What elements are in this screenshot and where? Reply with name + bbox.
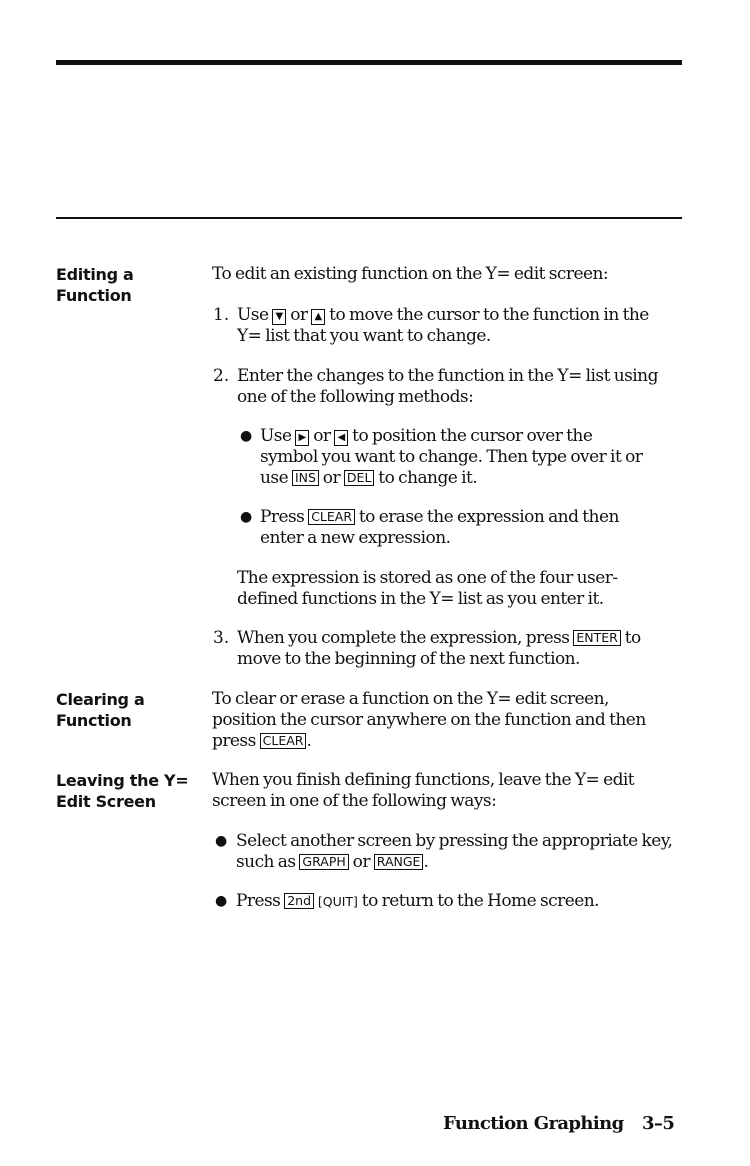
leaving-bullet-1: Select another screen by pressing the appropriate key, such as GRAPH or RANGE . <box>236 831 673 872</box>
leaving-bullet-2: Press 2nd [QUIT] to return to the Home screen. <box>236 891 599 911</box>
step-number: 1. <box>213 305 230 325</box>
bullet-icon: ● <box>215 833 228 849</box>
heading-leaving-edit-screen <box>56 770 201 812</box>
heading-line: Function <box>56 286 132 305</box>
step-number: 2. <box>213 366 230 386</box>
left-arrow-key-icon: ◀ <box>334 430 348 446</box>
2nd-key-icon: 2nd <box>284 893 314 909</box>
footer-chapter-title: Function Graphing <box>443 1113 624 1134</box>
heading-clearing-function <box>56 689 201 731</box>
top-rule-thick <box>56 60 682 65</box>
leaving-text: When you finish defining functions, leave the Y= edit screen in one of the following ways: <box>212 770 635 811</box>
range-key-icon: RANGE <box>374 854 424 870</box>
ins-key-icon: INS <box>292 470 319 486</box>
bullet-icon: ● <box>215 893 228 909</box>
top-rule-thin <box>56 217 682 219</box>
step-1: Use ▼ or ▲ to move the cursor to the function in the Y= list that you want to change. <box>237 305 649 346</box>
footer-page-number: 3–5 <box>642 1113 675 1134</box>
up-arrow-key-icon: ▲ <box>311 309 325 325</box>
editing-intro: To edit an existing function on the Y= edit screen: <box>212 264 609 284</box>
bullet-icon: ● <box>240 428 253 444</box>
graph-key-icon: GRAPH <box>299 854 348 870</box>
heading-editing-function <box>56 264 201 306</box>
clear-key-icon: CLEAR <box>260 733 307 749</box>
step-3: When you complete the expression, press ENTER to move to the beginning of the next function. <box>237 628 641 669</box>
heading-line: Edit Screen <box>56 792 156 811</box>
right-arrow-key-icon: ▶ <box>295 430 309 446</box>
del-key-icon: DEL <box>344 470 375 486</box>
editing-note: The expression is stored as one of the four user- defined functions in the Y= list as you enter it. <box>237 568 618 609</box>
quit-keyword: [QUIT] <box>317 894 358 909</box>
heading-line: Clearing a <box>56 690 145 709</box>
bullet-icon: ● <box>240 509 253 525</box>
clearing-text: To clear or erase a function on the Y= edit screen, position the cursor anywhere on the function and then press CLEAR . <box>212 689 646 751</box>
enter-key-icon: ENTER <box>573 630 620 646</box>
heading-line: Function <box>56 711 132 730</box>
step-2: Enter the changes to the function in the Y= list using one of the following methods: <box>237 366 658 407</box>
clear-key-icon: CLEAR <box>308 509 355 525</box>
heading-line: Leaving the Y= <box>56 771 189 790</box>
down-arrow-key-icon: ▼ <box>272 309 286 325</box>
heading-line: Editing a <box>56 265 134 284</box>
method-bullet-1: Use ▶ or ◀ to position the cursor over the symbol you want to change. Then type over it or use INS or DEL to change it. <box>260 426 643 488</box>
step-number: 3. <box>213 628 230 648</box>
method-bullet-2: Press CLEAR to erase the expression and then enter a new expression. <box>260 507 619 548</box>
